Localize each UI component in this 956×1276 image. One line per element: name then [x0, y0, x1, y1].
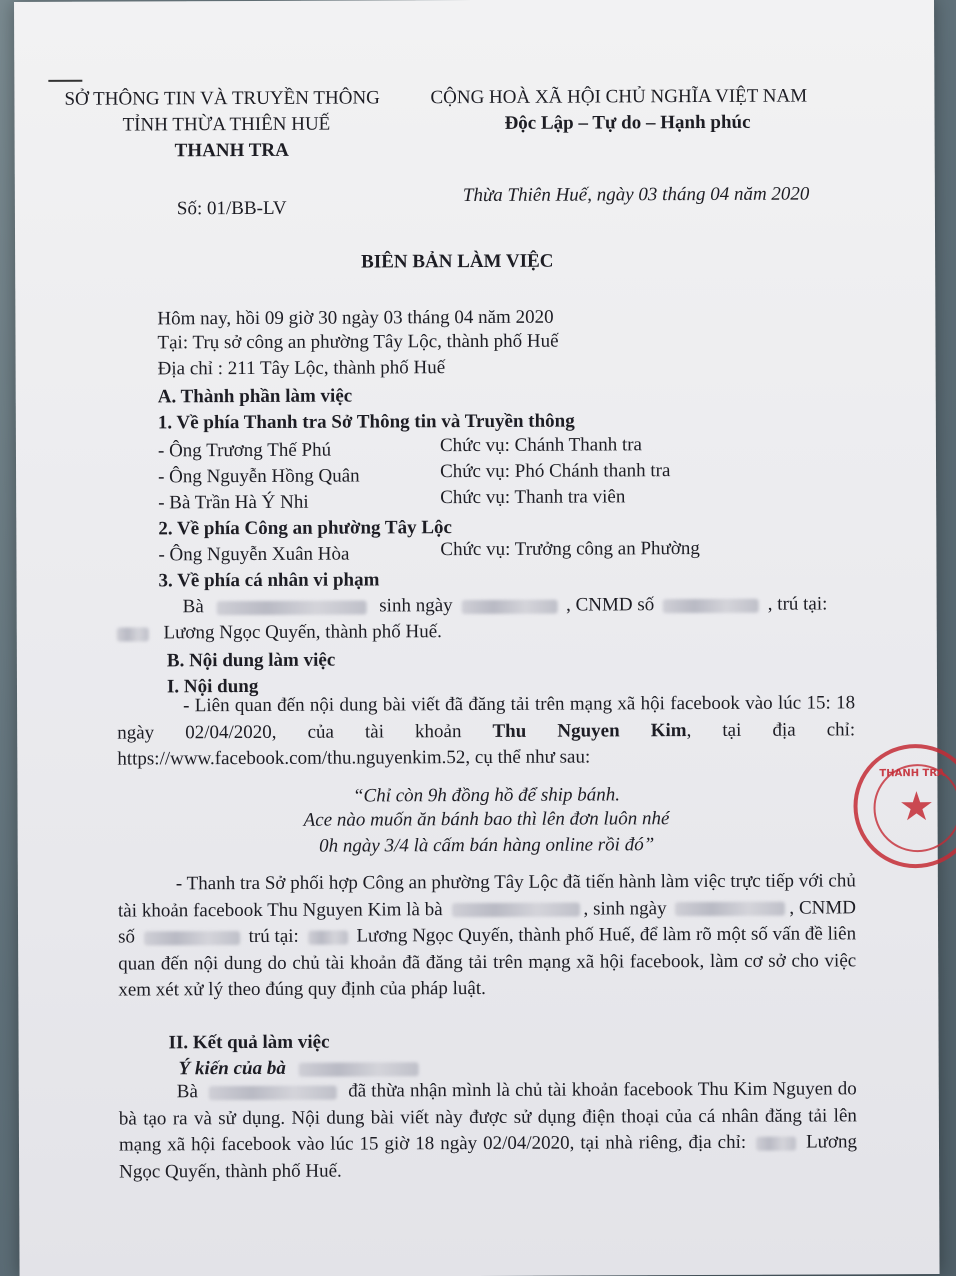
paragraph-1: [117, 690, 855, 773]
redacted-house-number: [308, 930, 348, 944]
para3-text-a: Bà: [176, 1081, 198, 1103]
document-title: BIÊN BẢN LÀM VIỆC: [361, 250, 554, 273]
seal-text: THANH TRA: [879, 767, 945, 780]
para2-text-d: trú tại:: [248, 925, 299, 947]
redacted-id-number: [144, 931, 240, 945]
redacted-birthdate: [461, 599, 557, 613]
redacted-house-number: [756, 1136, 796, 1150]
para2-text-e: Lương Ngọc Quyến, thành phố Huế, để làm rõ một số vấn đề liên quan đến nội dung do chủ tài khoản đã đăng tải trên mạng xã hội facebook, làm cơ sở cho việc xem xét xử lý theo đúng quy định của pháp luật.: [118, 923, 857, 1001]
member-role: Chức vụ: Trưởng công an Phường: [440, 538, 700, 561]
group1-heading: 1. Về phía Thanh tra Sở Thông tin và Truyền thông: [157, 410, 575, 434]
agency-line1: SỞ THÔNG TIN VÀ TRUYỀN THÔNG: [64, 87, 380, 110]
member-name: - Ông Trương Thế Phú: [157, 439, 332, 462]
paragraph-2: [118, 868, 857, 1004]
violator-line1: [183, 592, 828, 619]
para3-text-c: Lương Ngọc Quyến, thành phố Huế.: [119, 1131, 858, 1183]
nation-motto: Độc Lập – Tự do – Hạnh phúc: [504, 111, 751, 134]
group2-heading: 2. Về phía Công an phường Tây Lộc: [158, 517, 452, 540]
star-icon: ★: [898, 783, 935, 831]
agency-line2: TỈNH THỪA THIÊN HUẾ: [122, 113, 331, 136]
violator-residence-label: , trú tại:: [767, 593, 828, 615]
intro-place: Tại: Trụ sở công an phường Tây Lộc, thành phố Huế: [157, 330, 559, 354]
violator-line2: [117, 620, 442, 645]
violator-street: Lương Ngọc Quyến, thành phố Huế.: [163, 621, 442, 644]
section-b-heading: B. Nội dung làm việc: [166, 649, 336, 672]
agency-unit: THANH TRA: [174, 139, 289, 162]
doc-number: Số: 01/BB-LV: [176, 197, 287, 220]
document-page: [14, 0, 945, 1276]
member-name: - Ông Nguyễn Hồng Quân: [158, 465, 360, 488]
para3-text-b: đã thừa nhận mình là chủ tài khoản facebook Thu Kim Nguyen do bà tạo ra và sử dụng. Nội dung bài viết này được sử dụng điện thoại của cá nhân đăng tải lên mạng xã hội facebook vào lúc 15 giờ 18 ngày 02/04/2020, tại nhà riêng, địa chỉ:: [118, 1078, 857, 1156]
redacted-name: [452, 903, 580, 918]
quote-line: Ace nào muốn ăn bánh bao thì lên đơn luôn nhé: [303, 808, 670, 831]
place-date: Thừa Thiên Huế, ngày 03 tháng 04 năm 2020: [462, 183, 810, 207]
violator-prefix: Bà: [182, 596, 204, 618]
member-name: - Ông Nguyễn Xuân Hòa: [158, 543, 350, 566]
para2-text-a: - Thanh tra Sở phối hợp Công an phường Tây Lộc đã tiến hành làm việc trực tiếp với chủ tài khoản facebook Thu Nguyen Kim là bà: [117, 870, 856, 922]
facebook-account-name: Thu Nguyen Kim: [492, 719, 687, 742]
redacted-name: [209, 1085, 337, 1100]
member-name: - Bà Trần Hà Ý Nhi: [158, 491, 309, 514]
violator-birth-label: sinh ngày: [379, 595, 453, 617]
group3-heading: 3. Về phía cá nhân vi phạm: [158, 569, 380, 592]
section-a-heading: A. Thành phần làm việc: [157, 385, 353, 408]
part1-heading: I. Nội dung: [166, 675, 259, 698]
redacted-house-number: [117, 627, 149, 641]
intro-address: Địa chỉ : 211 Tây Lộc, thành phố Huế: [157, 357, 446, 380]
member-role: Chức vụ: Thanh tra viên: [440, 486, 626, 509]
para2-text-c: , CNMD số: [118, 896, 857, 948]
redacted-name: [299, 1062, 419, 1077]
para1-text-b: , tại địa chỉ: https://www.facebook.com/thu.nguyenkim.52, cụ thể như sau:: [117, 718, 856, 770]
para1-text-a: - Liên quan đến nội dung bài viết đã đăng tải trên mạng xã hội facebook vào lúc 15: 18 ngày 02/04/2020, của tài khoản: [117, 692, 856, 744]
para2-text-b: , sinh ngày: [583, 897, 667, 920]
member-role: Chức vụ: Phó Chánh thanh tra: [440, 460, 671, 483]
page-mark: [48, 80, 82, 82]
nation-line1: CỘNG HOÀ XÃ HỘI CHỦ NGHĨA VIỆT NAM: [430, 85, 808, 109]
opinion-label: Ý kiến của bà: [178, 1057, 286, 1080]
quote-line: “Chỉ còn 9h đồng hồ để ship bánh.: [352, 784, 621, 807]
member-role: Chức vụ: Chánh Thanh tra: [439, 434, 643, 457]
official-seal: [853, 744, 956, 869]
redacted-name: [216, 600, 366, 615]
paragraph-3: [119, 1076, 857, 1185]
redacted-id-number: [663, 598, 759, 612]
intro-time: Hôm nay, hồi 09 giờ 30 ngày 03 tháng 04 năm 2020: [157, 306, 554, 330]
redacted-birthdate: [675, 902, 785, 916]
quote-line: 0h ngày 3/4 là cấm bán hàng online rồi đó”: [319, 834, 655, 857]
part2-heading: II. Kết quả làm việc: [168, 1031, 330, 1054]
violator-id-label: , CNMD số: [566, 594, 655, 616]
